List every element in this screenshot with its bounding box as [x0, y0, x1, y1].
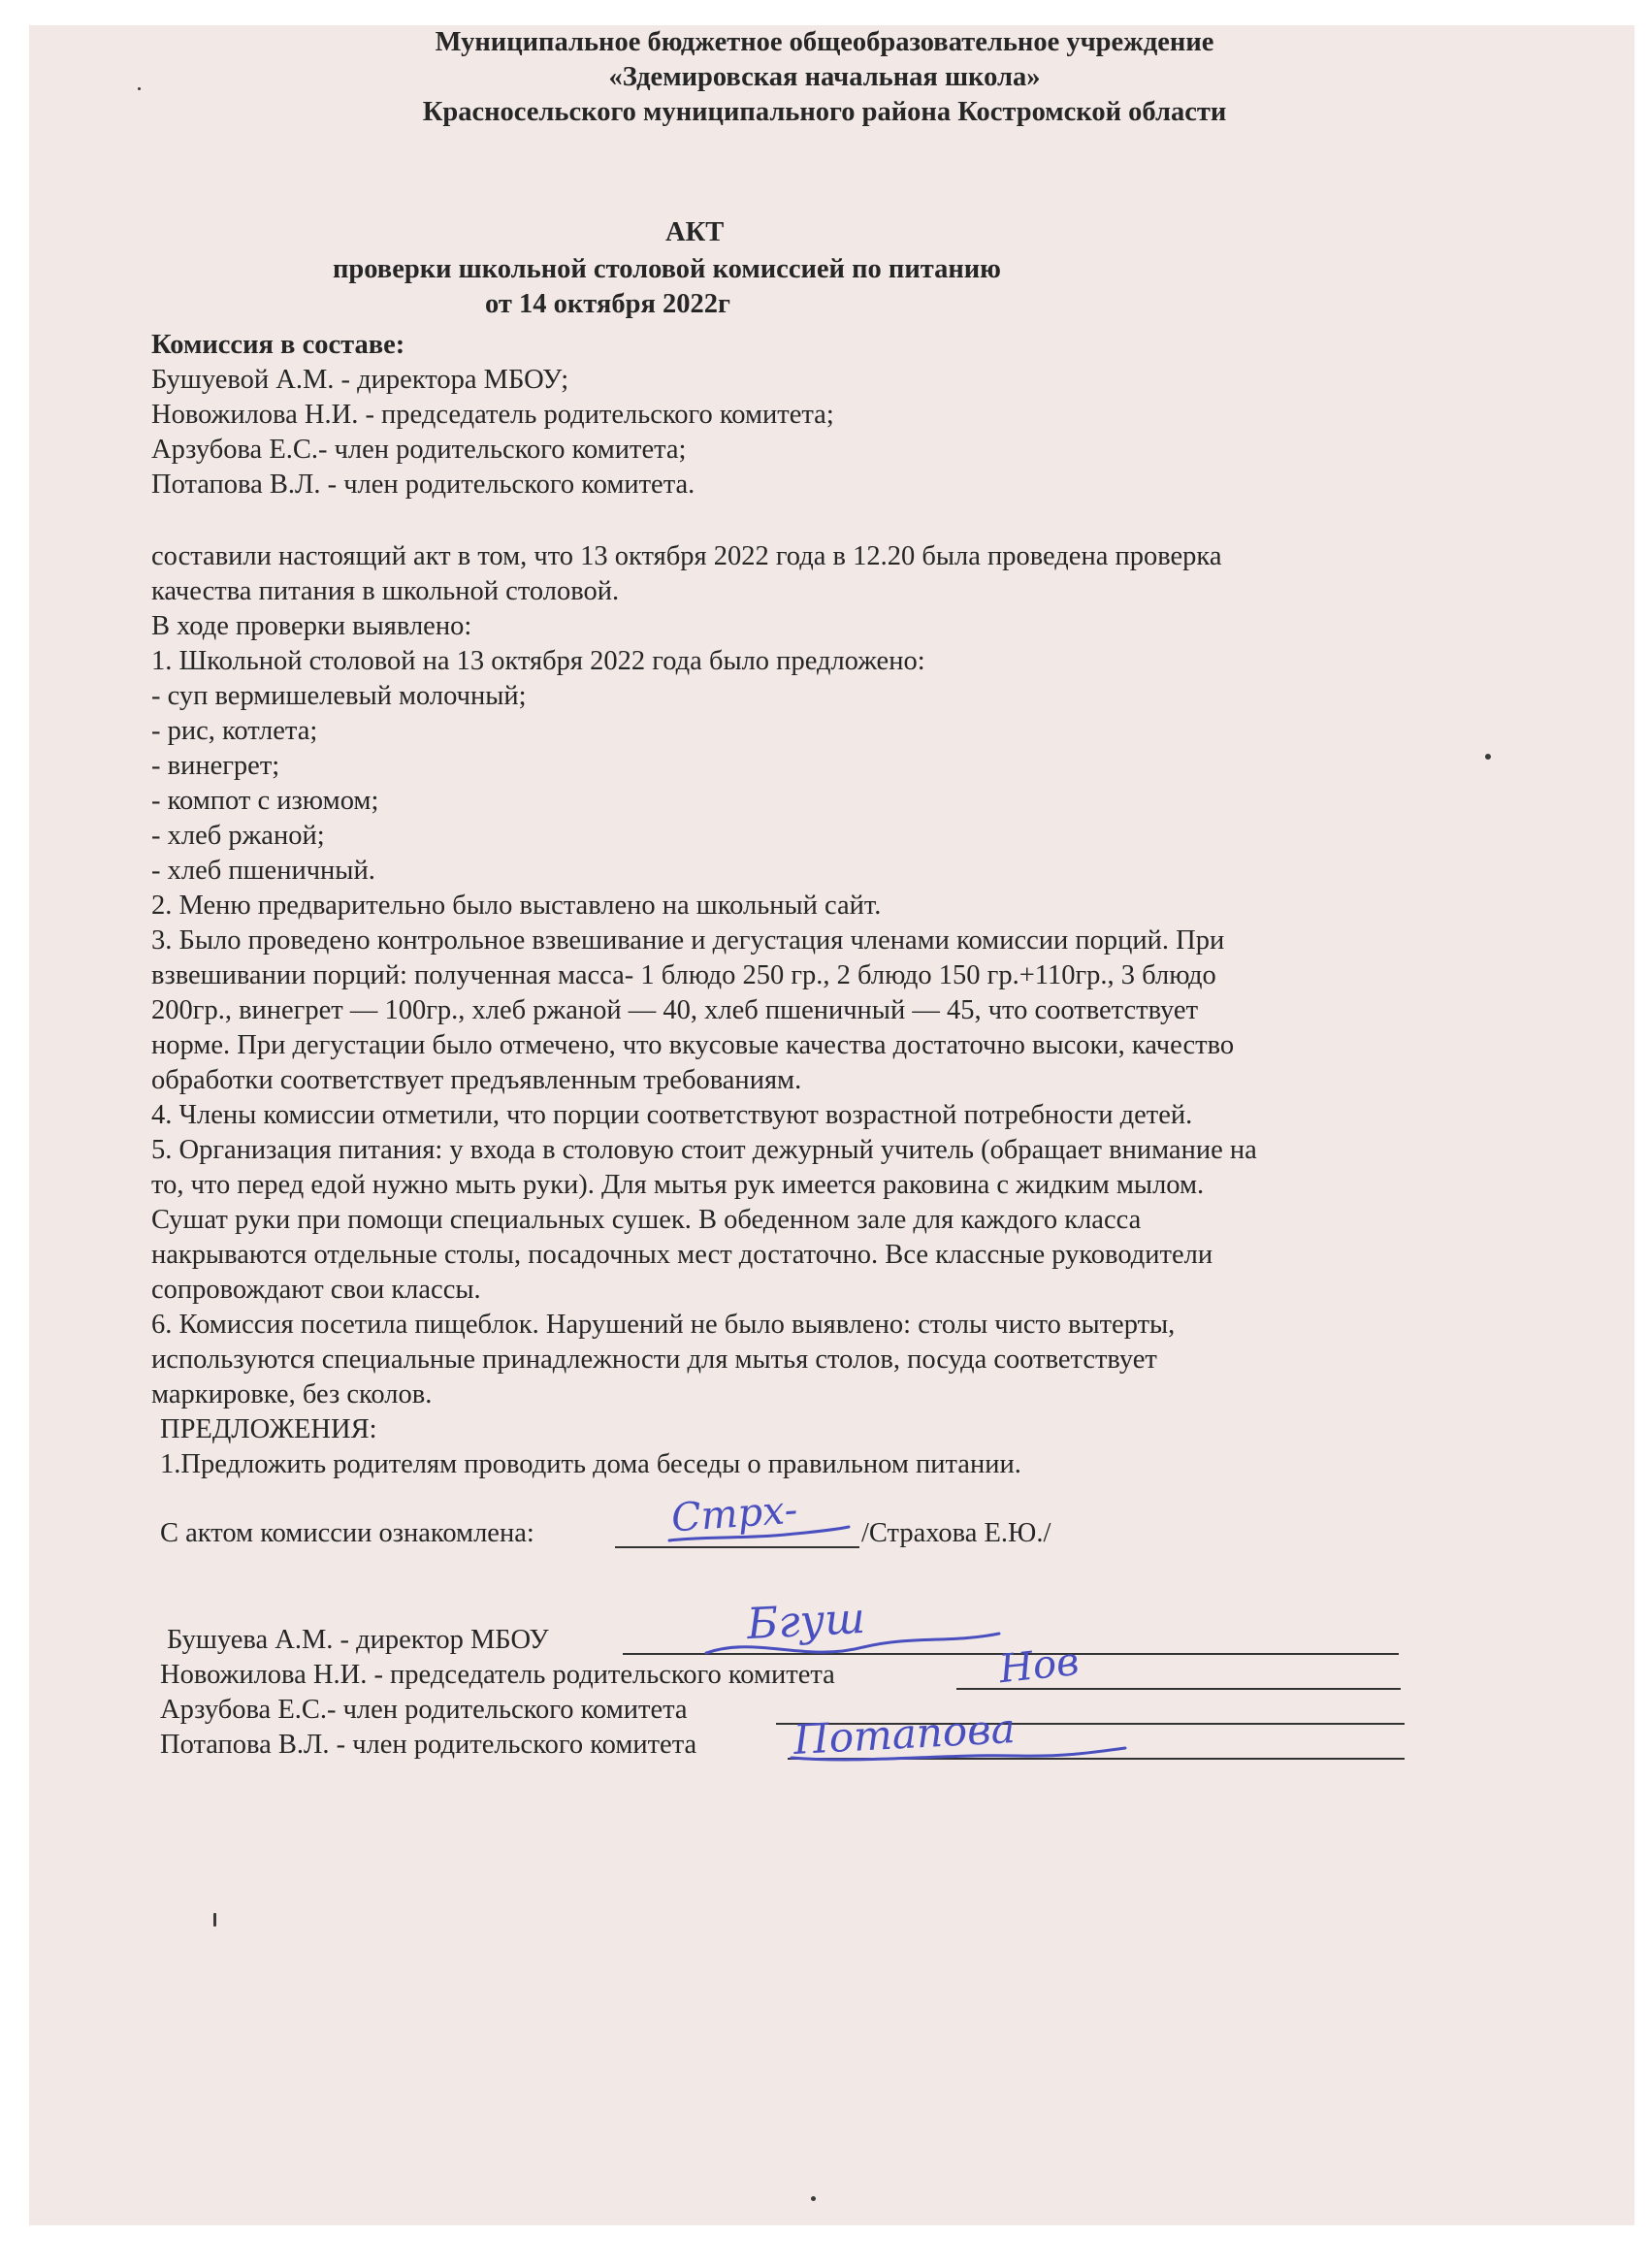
- body-line: 5. Организация питания: у входа в столовую стоит дежурный учитель (обращает внимание на: [151, 1135, 1257, 1165]
- acknowledgement-signature-stroke: [660, 1480, 854, 1548]
- commission-member: Бушуевой А.М. - директора МБОУ;: [151, 365, 569, 395]
- body-line: взвешивании порций: полученная масса- 1 блюдо 250 гр., 2 блюдо 150 гр.+110гр., 3 блюдо: [151, 960, 1216, 990]
- document-date: от 14 октября 2022г: [485, 289, 730, 319]
- acknowledgement-label: С актом комиссии ознакомлена:: [160, 1518, 534, 1548]
- document-page: [29, 25, 1634, 2225]
- body-line: накрываются отдельные столы, посадочных мест достаточно. Все классные руководители: [151, 1240, 1213, 1270]
- body-line: сопровождают свои классы.: [151, 1275, 481, 1305]
- commission-member: Потапова В.Л. - член родительского комитета.: [151, 470, 695, 500]
- body-line: 1. Школьной столовой на 13 октября 2022 года было предложено:: [151, 646, 925, 676]
- body-line: норме. При дегустации было отмечено, что вкусовые качества достаточно высоки, качество: [151, 1030, 1235, 1060]
- body-line: - суп вермишелевый молочный;: [151, 681, 527, 711]
- body-line: 2. Меню предварительно было выставлено на школьный сайт.: [151, 891, 882, 921]
- acknowledgement-signature: Стрх-: [669, 1487, 799, 1541]
- signature-member-2-stroke: [786, 1733, 1135, 1771]
- proposal-item: 1.Предложить родителям проводить дома беседы о правильном питании.: [160, 1449, 1021, 1479]
- body-line: качества питания в школьной столовой.: [151, 576, 620, 606]
- body-line: В ходе проверки выявлено:: [151, 611, 472, 641]
- body-line: - компот с изюмом;: [151, 786, 379, 816]
- commission-member: Новожилова Н.И. - председатель родительского комитета;: [151, 400, 834, 430]
- scan-speck: [138, 87, 141, 90]
- body-line: маркировке, без сколов.: [151, 1379, 433, 1409]
- scan-speck: [811, 2196, 816, 2201]
- scan-speck: [1485, 754, 1491, 760]
- commission-heading: Комиссия в составе:: [151, 330, 405, 360]
- acknowledgement-name: /Страхова Е.Ю./: [861, 1518, 1051, 1548]
- body-line: 4. Члены комиссии отметили, что порции соответствуют возрастной потребности детей.: [151, 1100, 1193, 1130]
- signature-director-stroke: [698, 1606, 1009, 1665]
- commission-member: Арзубова Е.С.- член родительского комитета;: [151, 435, 687, 465]
- header-line-2: «Здемировская начальная школа»: [608, 62, 1041, 92]
- header-line-1: Муниципальное бюджетное общеобразовательное учреждение: [435, 27, 1214, 57]
- body-line: Сушат руки при помощи специальных сушек. В обеденном зале для каждого класса: [151, 1205, 1142, 1235]
- scan-speck: [213, 1913, 216, 1927]
- body-line: составили настоящий акт в том, что 13 октября 2022 года в 12.20 была проведена проверка: [151, 541, 1222, 571]
- body-line: - рис, котлета;: [151, 716, 318, 746]
- header-line-3: Красносельского муниципального района Костромской области: [422, 97, 1227, 127]
- signature-label-member-1: Арзубова Е.С.- член родительского комитета: [160, 1695, 688, 1725]
- signature-label-director: Бушуева А.М. - директор МБОУ: [167, 1625, 549, 1655]
- signature-director: Бгуш: [745, 1593, 867, 1650]
- body-line: то, что перед едой нужно мыть руки). Для мытья рук имеется раковина с жидким мылом.: [151, 1170, 1205, 1200]
- signature-member-2: Потапова: [792, 1704, 1017, 1764]
- document-subtitle: проверки школьной столовой комиссией по питанию: [333, 254, 1001, 284]
- signature-label-member-2: Потапова В.Л. - член родительского комитета: [160, 1730, 697, 1760]
- body-line: - хлеб ржаной;: [151, 821, 325, 851]
- signature-chair: Нов: [996, 1638, 1082, 1693]
- body-line: - винегрет;: [151, 751, 280, 781]
- document-title: АКТ: [665, 217, 725, 247]
- body-line: обработки соответствует предъявленным требованиям.: [151, 1065, 802, 1095]
- body-line: 6. Комиссия посетила пищеблок. Нарушений не было выявлено: столы чисто вытерты,: [151, 1310, 1176, 1340]
- body-line: используются специальные принадлежности для мытья столов, посуда соответствует: [151, 1345, 1157, 1375]
- signature-label-chair: Новожилова Н.И. - председатель родительского комитета: [160, 1660, 835, 1690]
- body-line: 3. Было проведено контрольное взвешивание и дегустация членами комиссии порций. При: [151, 925, 1225, 956]
- body-line: - хлеб пшеничный.: [151, 856, 375, 886]
- body-line: 200гр., винегрет — 100гр., хлеб ржаной — 40, хлеб пшеничный — 45, что соответствует: [151, 995, 1199, 1025]
- proposals-heading: ПРЕДЛОЖЕНИЯ:: [160, 1414, 377, 1444]
